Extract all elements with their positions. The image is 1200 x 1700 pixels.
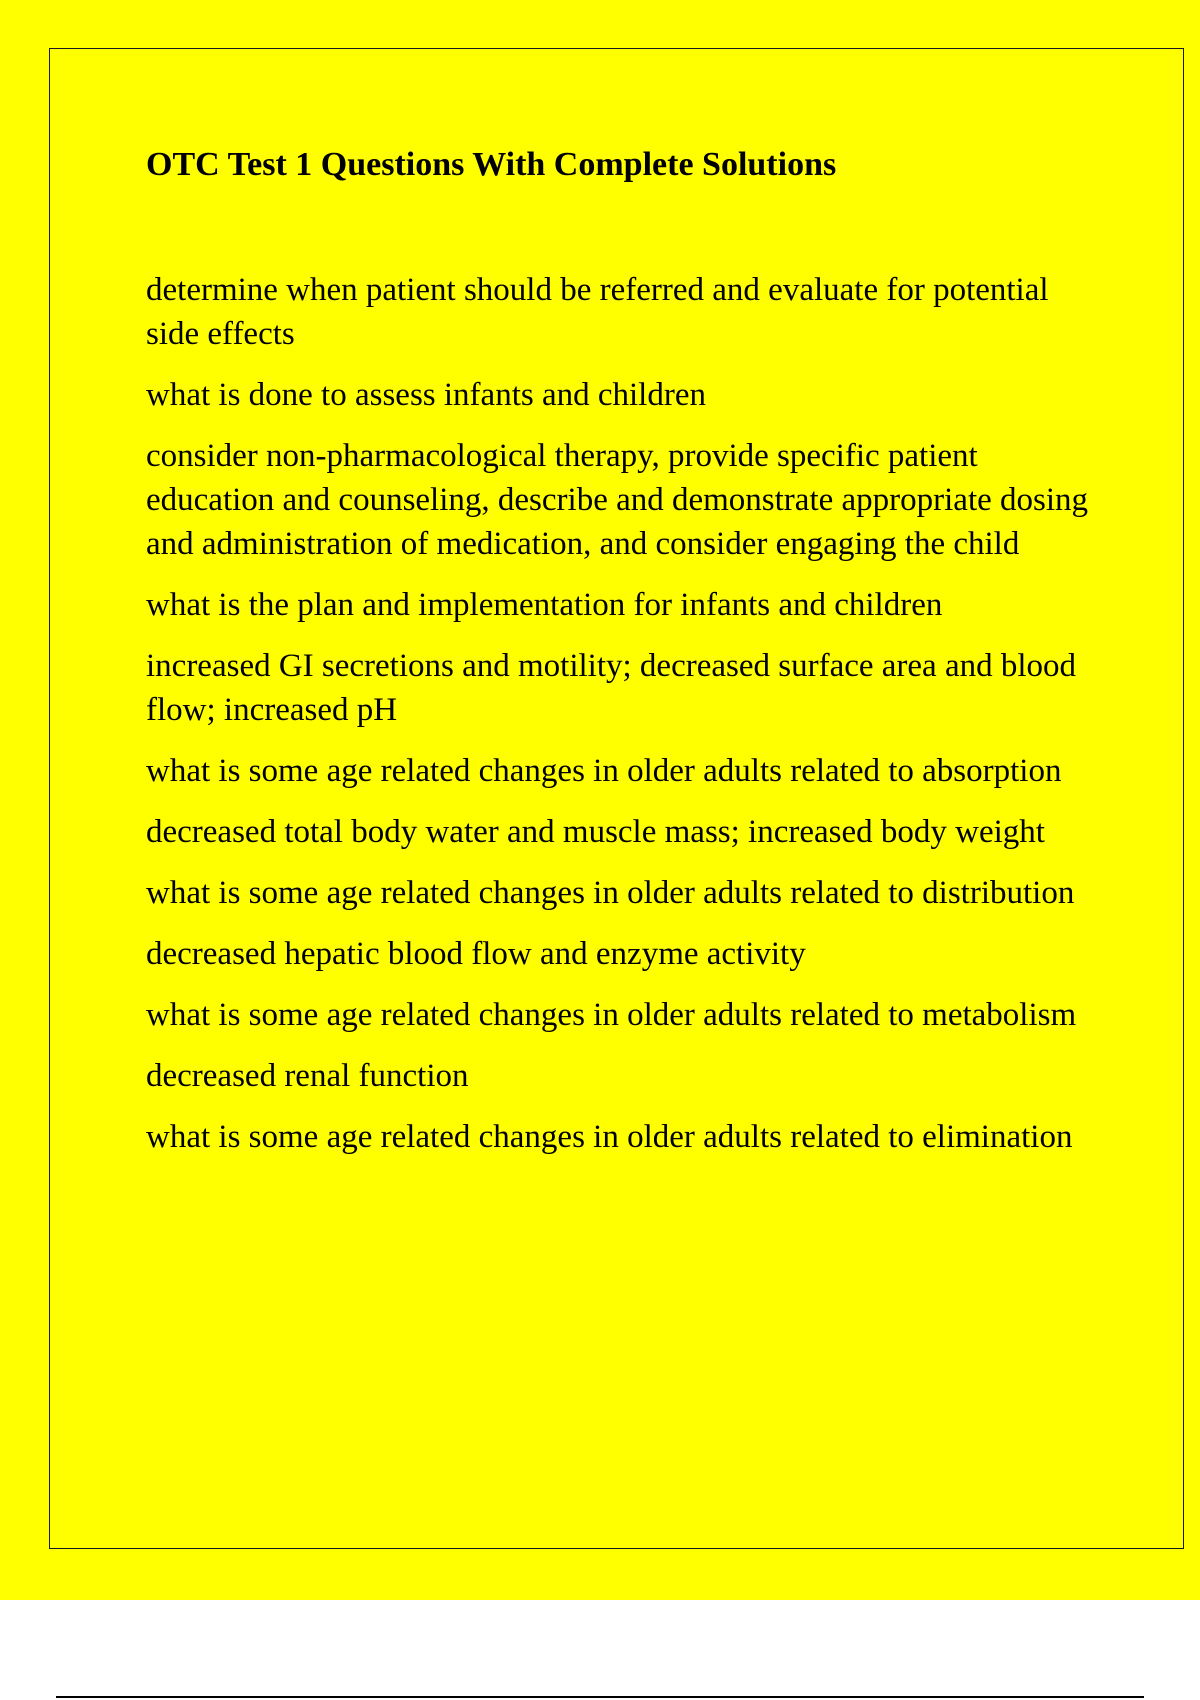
answer-text: determine when patient should be referred and evaluate for potential side effects	[146, 272, 1049, 352]
answer-text: decreased renal function	[146, 1058, 469, 1094]
answer-text: consider non-pharmacological therapy, provide specific patient education and counseling, describe and demonstrate appropriate dosing and administration of medication, and consider engaging the child	[146, 438, 1089, 562]
question-text: what is some age related changes in older adults related to metabolism	[146, 997, 1077, 1033]
footer-rule	[56, 1696, 1144, 1698]
qa-list	[146, 268, 1106, 1176]
question-text: what is some age related changes in older adults related to distribution	[146, 875, 1075, 911]
question-text: what is the plan and implementation for infants and children	[146, 587, 943, 623]
answer-text: decreased total body water and muscle mass; increased body weight	[146, 814, 1045, 850]
answer-text: decreased hepatic blood flow and enzyme activity	[146, 936, 806, 972]
question-text: what is done to assess infants and children	[146, 377, 706, 413]
document-title: OTC Test 1 Questions With Complete Solutions	[146, 146, 837, 183]
answer-text: increased GI secretions and motility; decreased surface area and blood flow; increased pH	[146, 648, 1077, 728]
question-text: what is some age related changes in older adults related to elimination	[146, 1119, 1073, 1155]
question-text: what is some age related changes in older adults related to absorption	[146, 753, 1062, 789]
